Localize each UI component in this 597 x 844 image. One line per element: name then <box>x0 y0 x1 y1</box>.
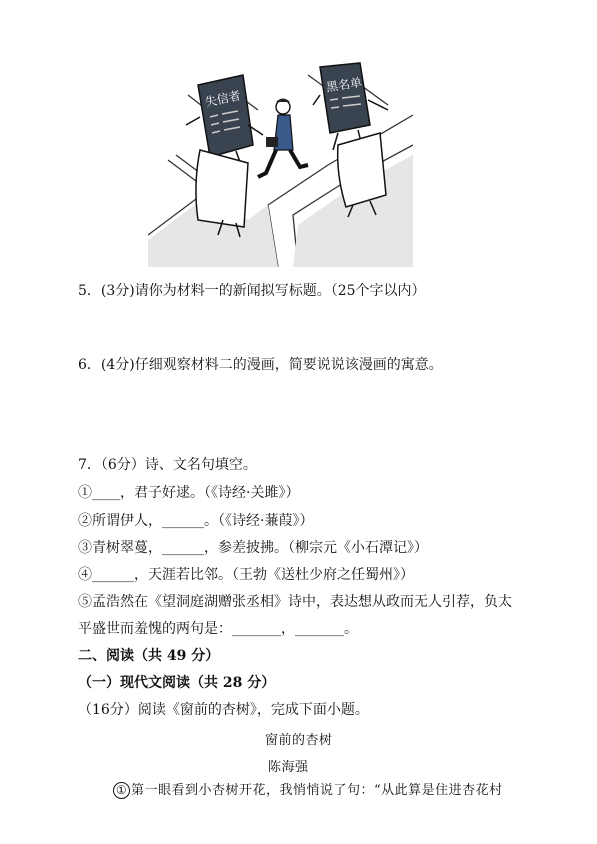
question-7-item-3 <box>78 539 428 557</box>
item-number: ④ <box>78 567 92 583</box>
sign-left-label: 失信者 <box>203 88 242 110</box>
article-paragraph-1 <box>113 782 503 800</box>
walking-man <box>258 99 308 178</box>
article-author: 陈海强 <box>268 760 309 775</box>
article-title: 窗前的杏树 <box>265 733 333 748</box>
section-2-heading: 二、阅读（共 49 分） <box>78 648 220 664</box>
question-7-item-4 <box>78 566 414 584</box>
item-text: 孟浩然在《望洞庭湖赠张丞相》诗中，表达想从政而无人引荐，负太 <box>92 594 512 610</box>
sign-right-label: 黑名单 <box>325 75 363 95</box>
cartoon-illustration <box>148 55 413 267</box>
paragraph-number: ① <box>113 782 130 799</box>
subsection-1-heading: （一）现代文阅读（共 28 分） <box>78 675 276 691</box>
item-text: ______，天涯若比邻。（王勃《送杜少府之任蜀州》） <box>92 567 414 583</box>
question-7-item-5 <box>78 593 512 611</box>
item-number: ② <box>78 513 92 529</box>
question-6: 6．(4分)仔细观察材料二的漫画，简要说说该漫画的寓意。 <box>78 357 443 373</box>
item-number: ⑤ <box>78 594 92 610</box>
question-7-item-5-continued: 平盛世而羞愧的两句是：_______，_______。 <box>78 621 358 637</box>
item-number: ③ <box>78 540 92 556</box>
question-7-item-1 <box>78 484 299 502</box>
item-text: 所谓伊人，______。（《诗经·蒹葭》） <box>92 513 314 529</box>
item-text: 青树翠蔓，______，参差披拂。（柳宗元《小石潭记》） <box>92 540 428 556</box>
question-7-item-2 <box>78 512 313 530</box>
paragraph-text: 第一眼看到小杏树开花，我悄悄说了句：“从此算是住进杏花村 <box>131 783 503 798</box>
reading-intro: （16分）阅读《窗前的杏树》，完成下面小题。 <box>78 702 369 718</box>
item-text: ____，君子好逑。（《诗经·关雎》） <box>92 485 300 501</box>
question-5: 5．(3分)请你为材料一的新闻拟写标题。（25个字以内） <box>78 283 426 299</box>
item-number: ① <box>78 485 92 501</box>
question-7-title: 7．（6分）诗、文名句填空。 <box>78 457 257 473</box>
